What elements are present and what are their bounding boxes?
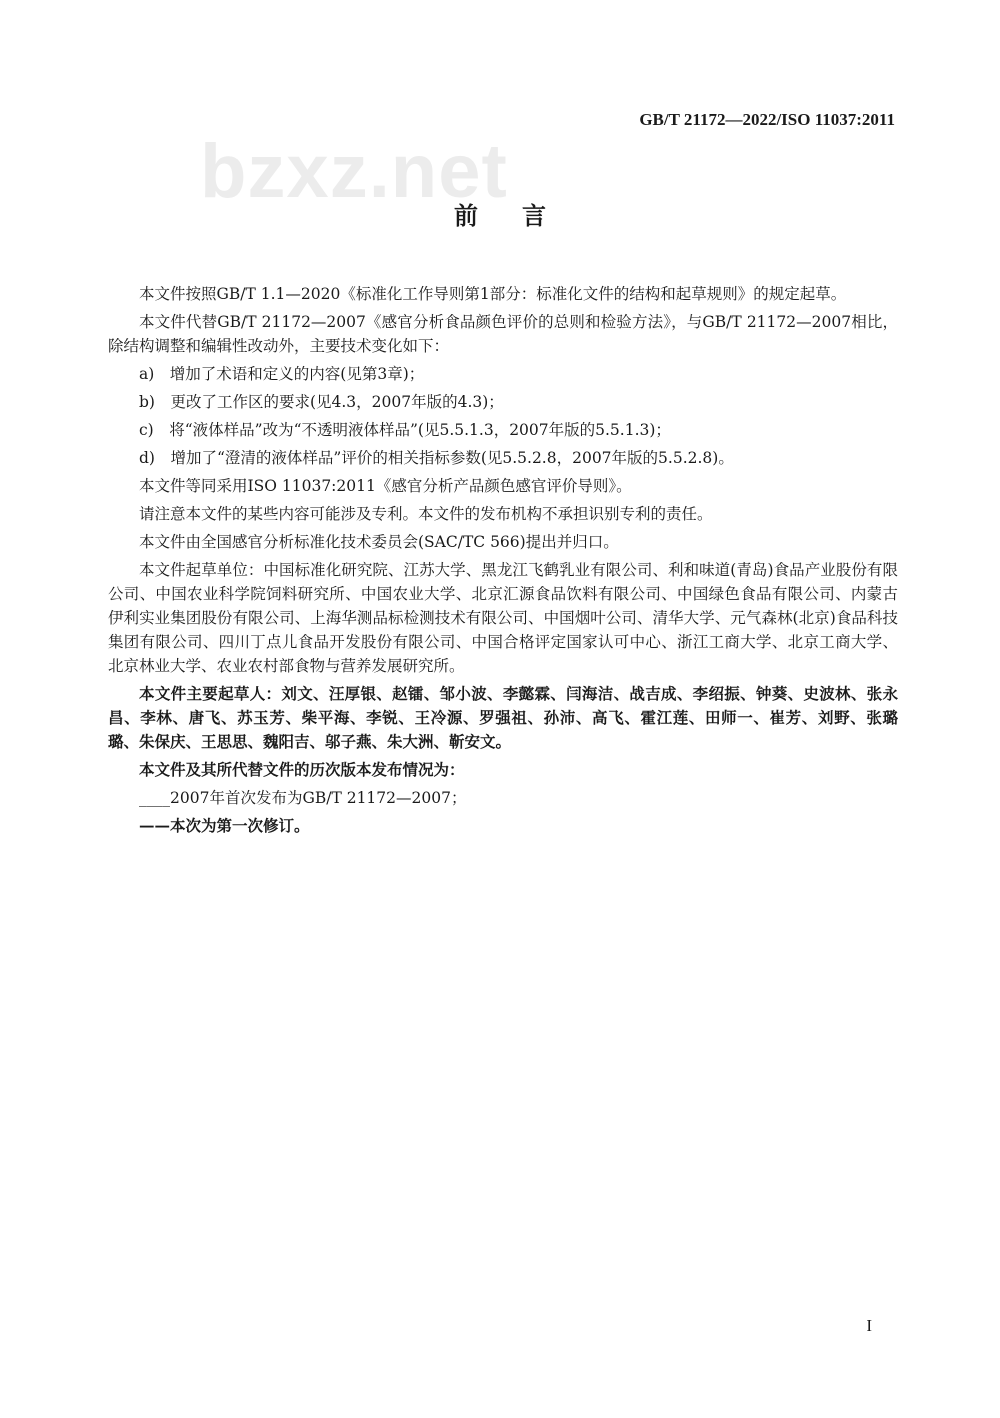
history-item-revision: ——本次为第一次修订。	[139, 816, 310, 835]
standard-number: GB/T 21172—2022/ISO 11037:2011	[639, 110, 895, 129]
foreword-body	[108, 282, 898, 842]
paragraph-proposer: 本文件由全国感官分析标准化技术委员会(SAC/TC 566)提出并归口。	[139, 533, 619, 551]
history-item-first: ____2007年首次发布为GB/T 21172—2007；	[139, 789, 467, 807]
paragraph-adoption: 本文件等同采用ISO 11037:2011《感官分析产品颜色感官评价导则》。	[139, 477, 632, 495]
paragraph-history-intro: 本文件及其所代替文件的历次版本发布情况为：	[139, 760, 465, 779]
paragraph-drafters: 本文件主要起草人：刘文、汪厚银、赵镭、邹小波、李懿霖、闫海洁、战吉成、李绍振、钟葵、史波林、张永昌、李林、唐飞、苏玉芳、柴平海、李锐、王冷源、罗强祖、孙沛、高飞、霍江莲、田师一、崔芳、刘野、张璐璐、朱保庆、王思思、魏阳吉、邬子燕、朱大洲、靳安文。	[108, 684, 898, 751]
list-item-change-c: c) 将“液体样品”改为“不透明液体样品”(见5.5.1.3，2007年版的5.5.1.3)；	[139, 421, 671, 439]
paragraph-patent-notice: 请注意本文件的某些内容可能涉及专利。本文件的发布机构不承担识别专利的责任。	[139, 505, 713, 523]
paragraph-replaces: 本文件代替GB/T 21172—2007《感官分析食品颜色评价的总则和检验方法》，与GB/T 21172—2007相比，除结构调整和编辑性改动外，主要技术变化如下：	[108, 313, 898, 355]
list-item-change-b: b) 更改了工作区的要求(见4.3，2007年版的4.3)；	[139, 393, 504, 411]
watermark: bzxz.net	[200, 129, 508, 214]
list-item-change-a: a) 增加了术语和定义的内容(见第3章)；	[139, 365, 425, 383]
paragraph-drafting-rules: 本文件按照GB/T 1.1—2020《标准化工作导则第1部分：标准化文件的结构和起草规则》的规定起草。	[139, 285, 847, 303]
paragraph-drafting-units: 本文件起草单位：中国标准化研究院、江苏大学、黑龙江飞鹤乳业有限公司、利和味道(青岛)食品产业股份有限公司、中国农业科学院饲料研究所、中国农业大学、北京汇源食品饮料有限公司、中国绿色食品有限公司、内蒙古伊利实业集团股份有限公司、上海华测品标检测技术有限公司、中国烟叶公司、清华大学、元气森林(北京)食品科技集团有限公司、四川丁点儿食品开发股份有限公司、中国合格评定国家认可中心、浙江工商大学、北京工商大学、北京林业大学、农业农村部食物与营养发展研究所。	[108, 561, 898, 675]
page-title: 前言	[454, 202, 590, 230]
list-item-change-d: d) 增加了“澄清的液体样品”评价的相关指标参数(见5.5.2.8，2007年版的5.5.2.8)。	[139, 449, 734, 467]
page-number: I	[866, 1316, 872, 1335]
